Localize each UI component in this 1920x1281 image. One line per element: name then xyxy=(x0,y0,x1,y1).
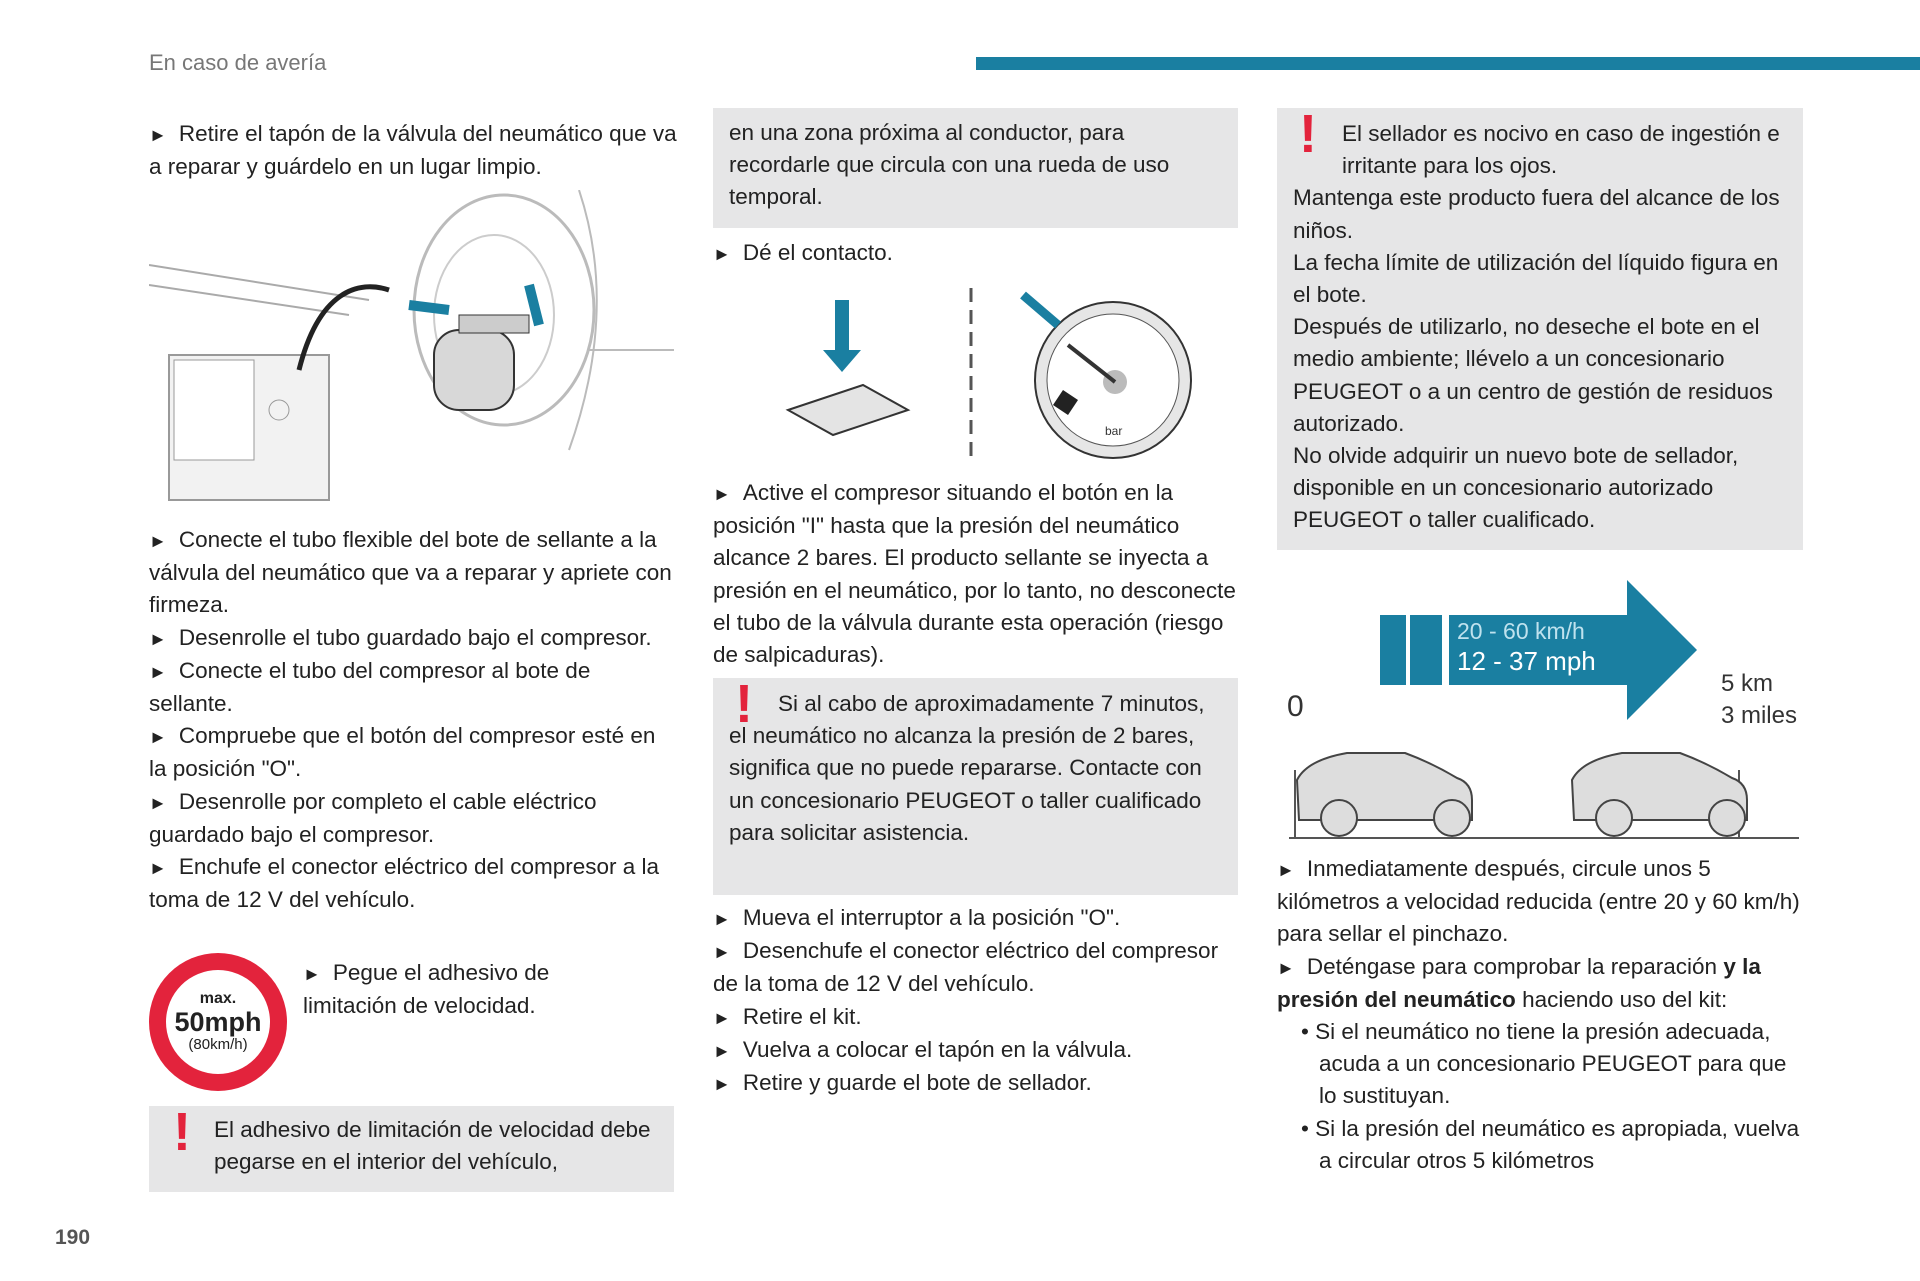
page-number: 190 xyxy=(55,1226,91,1249)
step-item: ► Inmediatamente después, circule unos 5 kilómetros a velocidad reducida (entre 20 y 60 km/h) para sellar el pinchazo. xyxy=(1277,856,1800,947)
warning-box-pressure: ! Si al cabo de aproximadamente 7 minutos, el neumático no alcanza la presión de 2 bares, significa que no puede repararse. Contacte con un concesionario PEUGEOT o taller cualificado para solicitar asistencia. xyxy=(713,678,1238,895)
speed-limit-sticker: max. 50mph (80km/h) xyxy=(149,953,287,1091)
bullet-item: • Si el neumático no tiene la presión adecuada, acuda a un concesionario PEUGEOT para que lo sustituyan. xyxy=(1301,1019,1787,1109)
step-item: ► Conecte el tubo del compresor al bote de sellante. xyxy=(149,657,591,717)
step-item: ► Desenrolle el tubo guardado bajo el compresor. xyxy=(149,624,652,650)
step-item: ► Enchufe el conector eléctrico del compresor a la toma de 12 V del vehículo. xyxy=(149,854,660,913)
step-item: ► Retire y guarde el bote de sellador. xyxy=(713,1070,1092,1096)
step-compressor: ► Active el compresor situando el botón en la posición "I" hasta que la presión del neumático alcance 2 bares. El producto sellante se inyecta a presión en el neumático, por lo tanto, no desconecte el tubo de la válvula durante esta operación (riesgo de salpicaduras). xyxy=(713,480,1236,668)
step-item: ► Mueva el interruptor a la posición "O". xyxy=(713,905,1121,930)
warning-icon: ! xyxy=(735,674,753,734)
step-item: ► Desenchufe el conector eléctrico del compresor de la toma de 12 V del vehículo. xyxy=(713,938,1219,997)
sealant-kit-illustration xyxy=(149,190,674,510)
step-item: ► Retire el kit. xyxy=(713,1003,862,1029)
svg-text:bar: bar xyxy=(1105,424,1123,438)
header-accent-bar xyxy=(976,57,1920,70)
note-box: en una zona próxima al conductor, para recordarle que circula con una rueda de uso temporal. xyxy=(713,108,1238,228)
column-3-steps xyxy=(1277,853,1803,1177)
step-item: ► Deténgase para comprobar la reparación y la presión del neumático haciendo uso del kit: xyxy=(1277,953,1761,1012)
step-text: Retire el tapón de la válvula del neumático que va a reparar y guárdelo en un lugar limpio. xyxy=(149,121,677,180)
step-item: ► Compruebe que el botón del compresor esté en la posición "O". xyxy=(149,723,656,782)
section-title: En caso de avería xyxy=(149,50,327,75)
step-contact: ► Dé el contacto. xyxy=(713,240,893,265)
column-1-steps xyxy=(149,524,679,916)
step-sticker: ► Pegue el adhesivo de limitación de velocidad. xyxy=(303,960,550,1019)
step-intro: ► Retire el tapón de la válvula del neumático que va a reparar y guárdelo en un lugar limpio. xyxy=(149,121,677,180)
column-1 xyxy=(149,118,679,183)
warning-box-sticker: ! El adhesivo de limitación de velocidad debe pegarse en el interior del vehículo, xyxy=(149,1106,674,1192)
speed-distance-diagram: 20 - 60 km/h 12 - 37 mph 0 5 km 3 miles xyxy=(1277,565,1803,845)
step-item: ► Desenrolle por completo el cable eléctrico guardado bajo el compresor. xyxy=(149,788,597,847)
ignition-gauge-illustration xyxy=(713,280,1238,470)
step-item: ► Vuelva a colocar el tapón en la válvula. xyxy=(713,1036,1133,1062)
warning-icon: ! xyxy=(173,1102,191,1162)
bullet-item: • Si la presión del neumático es apropiada, vuelva a circular otros 5 kilómetros xyxy=(1301,1115,1800,1173)
warning-box-sealant: ! El sellador es nocivo en caso de ingestión e irritante para los ojos. Mantenga este producto fuera del alcance de los niños. La fecha límite de utilización del líquido figura en el bote. Después de utilizarlo, no deseche el bote en el medio ambiente; llévelo a un concesionario PEUGEOT o a un centro de gestión de residuos autorizado. No olvide adquirir un nuevo bote de sellador, disponible en un concesionario autorizado PEUGEOT o taller cualificado. xyxy=(1277,108,1803,550)
step-item: ► Conecte el tubo flexible del bote de sellante a la válvula del neumático que va a reparar y apriete con firmeza. xyxy=(149,527,672,618)
column-2-steps xyxy=(713,902,1238,1100)
warning-icon: ! xyxy=(1299,104,1317,164)
